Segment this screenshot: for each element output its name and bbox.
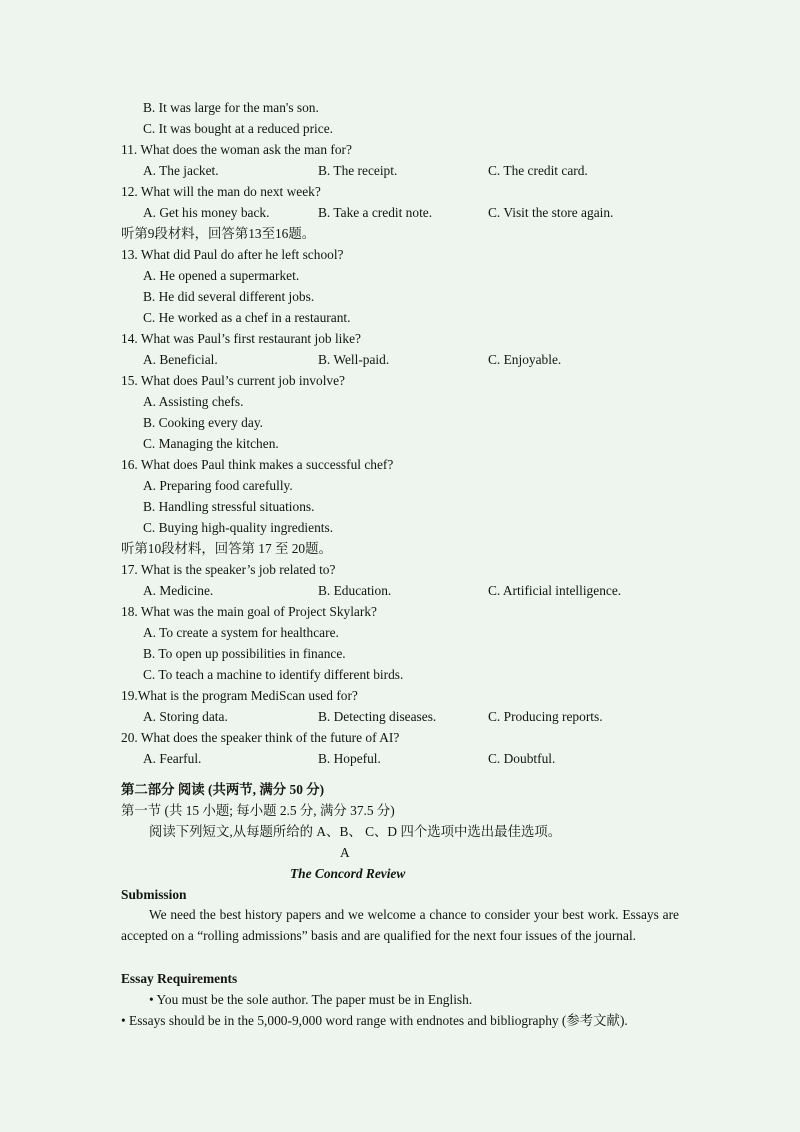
section-1-heading: 第一节 (共 15 小题; 每小题 2.5 分, 满分 37.5 分) — [121, 803, 395, 818]
option-b: B. It was large for the man's son. — [143, 100, 319, 115]
q12-option-c: C. Visit the store again. — [488, 205, 614, 220]
q19-option-c: C. Producing reports. — [488, 709, 603, 724]
q13-option-b: B. He did several different jobs. — [143, 289, 315, 304]
question-11: 11. What does the woman ask the man for? — [121, 142, 352, 157]
q11-option-b: B. The receipt. — [318, 163, 398, 178]
q17-option-c: C. Artificial intelligence. — [488, 583, 622, 598]
q17-option-a: A. Medicine. — [143, 583, 214, 598]
q17-option-b: B. Education. — [318, 583, 392, 598]
question-19: 19.What is the program MediScan used for? — [121, 688, 358, 703]
q19-option-a: A. Storing data. — [143, 709, 228, 724]
requirement-bullet-1: • You must be the sole author. The paper must be in English. — [149, 992, 473, 1007]
question-16: 16. What does Paul think makes a successful chef? — [121, 457, 394, 472]
q14-option-c: C. Enjoyable. — [488, 352, 562, 367]
question-15: 15. What does Paul’s current job involve? — [121, 373, 345, 388]
question-17: 17. What is the speaker’s job related to? — [121, 562, 336, 577]
question-13: 13. What did Paul do after he left school? — [121, 247, 344, 262]
part-2-heading: 第二部分 阅读 (共两节, 满分 50 分) — [121, 782, 325, 797]
q16-option-a: A. Preparing food carefully. — [143, 478, 293, 493]
q12-option-b: B. Take a credit note. — [318, 205, 433, 220]
q11-option-a: A. The jacket. — [143, 163, 219, 178]
directions-passage-10: 听第10段材料，回答第 17 至 20题。 — [121, 541, 332, 556]
directions-passage-9: 听第9段材料，回答第13至16题。 — [121, 226, 316, 241]
q15-option-c: C. Managing the kitchen. — [143, 436, 279, 451]
q14-option-b: B. Well-paid. — [318, 352, 390, 367]
q20-option-b: B. Hopeful. — [318, 751, 381, 766]
reading-instruction: 阅读下列短文,从每题所给的 A、B、 C、D 四个选项中选出最佳选项。 — [149, 824, 562, 839]
q15-option-b: B. Cooking every day. — [143, 415, 263, 430]
q16-option-c: C. Buying high-quality ingredients. — [143, 520, 334, 535]
q16-option-b: B. Handling stressful situations. — [143, 499, 315, 514]
q13-option-c: C. He worked as a chef in a restaurant. — [143, 310, 351, 325]
q12-option-a: A. Get his money back. — [143, 205, 270, 220]
q20-option-a: A. Fearful. — [143, 751, 202, 766]
q13-option-a: A. He opened a supermarket. — [143, 268, 300, 283]
q18-option-b: B. To open up possibilities in finance. — [143, 646, 346, 661]
option-c: C. It was bought at a reduced price. — [143, 121, 334, 136]
requirement-bullet-2: • Essays should be in the 5,000-9,000 word range with endnotes and bibliography (参考文献). — [121, 1013, 628, 1028]
submission-heading: Submission — [121, 887, 187, 902]
q14-option-a: A. Beneficial. — [143, 352, 218, 367]
q15-option-a: A. Assisting chefs. — [143, 394, 244, 409]
question-18: 18. What was the main goal of Project Skylark? — [121, 604, 377, 619]
passage-letter: A — [340, 845, 350, 860]
question-12: 12. What will the man do next week? — [121, 184, 321, 199]
requirements-heading: Essay Requirements — [121, 971, 238, 986]
q18-option-c: C. To teach a machine to identify different birds. — [143, 667, 404, 682]
q18-option-a: A. To create a system for healthcare. — [143, 625, 339, 640]
q19-option-b: B. Detecting diseases. — [318, 709, 437, 724]
q20-option-c: C. Doubtful. — [488, 751, 556, 766]
passage-title: The Concord Review — [290, 866, 406, 881]
question-20: 20. What does the speaker think of the future of AI? — [121, 730, 400, 745]
question-14: 14. What was Paul’s first restaurant job like? — [121, 331, 361, 346]
submission-paragraph: We need the best history papers and we welcome a chance to consider your best work. Essays are accepted on a “rolling admissions” basis and are qualified for the next four issues of the journal. — [121, 907, 679, 943]
q11-option-c: C. The credit card. — [488, 163, 588, 178]
